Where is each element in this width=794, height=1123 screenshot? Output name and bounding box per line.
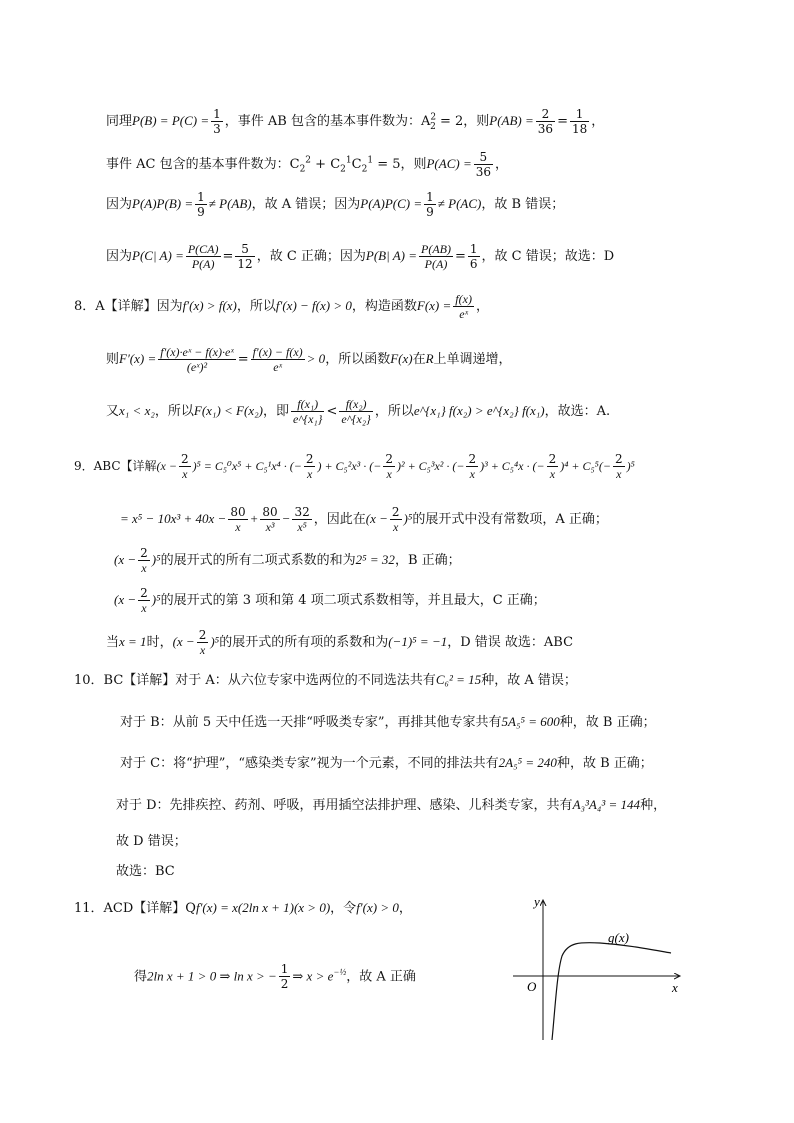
text: 因为 [106,197,133,212]
text: 在 [412,352,426,367]
p9-line3 [114,546,461,575]
denominator: x⁵ [297,520,307,534]
fraction [390,505,402,534]
denominator: x [393,520,399,534]
text: 同理 [106,114,133,129]
math: ⇒ x > e [292,968,334,984]
text: ，故 C 正确；因为 [256,249,366,264]
fraction [186,242,221,271]
text: 则 [106,352,120,367]
fraction [424,190,436,219]
text: = [237,352,249,367]
math: C [351,157,362,172]
numerator: 2 [468,452,477,466]
math: R [425,351,434,366]
math: )⁴ + C₅⁵(− [560,459,611,473]
fraction [195,190,207,219]
math: C₆² = 15 [435,672,482,687]
math: P(B| A) = [365,248,417,263]
math: f′(x) − f(x) > 0 [275,298,352,313]
numerator: 1 [197,190,205,204]
numerator: P(CA) [187,242,219,256]
p7-line3 [106,190,564,219]
math: )⁵ [210,634,220,649]
fraction [235,242,254,271]
fraction [474,150,493,179]
fraction [339,397,372,426]
function-graph [508,890,688,1050]
math: F(x₁) < F(x₂) [193,403,263,418]
text: 的展开式的所有项的系数和为 [219,635,389,650]
numerator: 2 [536,107,555,122]
numerator: 2 [140,586,148,600]
fraction [228,505,247,534]
p8-line2 [106,345,512,374]
denominator: 6 [469,257,478,271]
p10-line6: 故选：BC [116,864,175,879]
fraction [536,107,555,136]
fraction [613,452,625,481]
text: < [326,404,338,419]
math: ≠ P(AC) [437,196,482,211]
text: ，B 正确； [394,553,461,568]
numerator: f′(x)·eˣ − f(x)·eˣ [160,345,234,359]
math: (x − [172,634,195,649]
numerator: f(x₂) [339,397,372,412]
denominator: 3 [213,122,221,136]
math: F′(x) = [119,351,157,366]
fraction [138,586,150,615]
math: )⁵ [626,459,635,473]
text: ，故 C 错误；故选：D [481,249,615,264]
math: > 0 [306,351,326,366]
numerator: 1 [213,107,221,121]
text: ，事件 AB 包含的基本事件数为： [224,114,421,129]
math: )⁵ [151,552,161,567]
denominator: 9 [426,205,434,219]
p9-line2 [120,505,608,534]
p10-line3 [120,753,653,774]
text: 对于 B：从前 5 天中任选一天排“呼吸类专家”，再排其他专家共有 [120,715,502,730]
math: )⁵ [151,592,161,607]
math: e^{x₁} f(x₂) > e^{x₂} f(x₁) [413,403,545,418]
denominator: 36 [537,122,554,136]
denominator: P(A) [424,257,448,271]
denominator: eˣ [273,360,282,374]
math: (x − [114,592,137,607]
fraction [211,107,223,136]
numerator: 5 [235,242,254,257]
numerator: 80 [230,505,246,519]
denominator: x [616,467,622,481]
denominator: e^{x₂} [341,412,371,426]
text: 种，故 B 正确； [559,715,656,730]
numerator: 5 [474,150,493,165]
denominator: 36 [475,165,491,179]
fraction [292,505,311,534]
numerator: f(x) [455,292,472,306]
p9-line5 [106,628,573,657]
fraction [251,345,305,374]
math: 2ln x + 1 > 0 ⇒ ln x > − [147,968,277,984]
denominator: x [386,467,392,481]
fraction [179,452,191,481]
text: 又 [106,404,120,419]
x-axis-label: x [672,980,678,995]
fraction [547,452,559,481]
text: ，构造函数 [351,299,417,314]
p11-line1 [74,898,412,919]
math: ≠ P(AB) [208,196,252,211]
p10-line4 [116,795,666,816]
text: 的展开式的第 3 项和第 4 项二项式系数相等，并且最大，C 正确； [160,593,546,608]
text: = [454,249,466,264]
fraction [453,292,474,321]
text: ，故 B 错误； [481,197,565,212]
text: ， [475,299,489,314]
numerator: 2 [385,452,393,466]
denominator: e^{x₁} [292,412,323,426]
denominator: x [306,467,313,481]
numerator: 2 [140,546,148,560]
math: (x − [156,459,177,473]
text: ，因此在 [313,512,366,527]
y-axis-label: y [534,894,540,909]
text: 的展开式中没有常数项，A 正确； [412,512,608,527]
text: ，故 A 正确 [346,969,416,985]
text: 种，故 B 正确； [556,756,653,771]
text: ，令 [330,901,357,916]
math: x₁ < x₂ [119,403,155,418]
math: P(C| A) = [132,248,184,263]
text: 种， [640,798,667,813]
math: )³ + C₅⁴x · (− [480,459,545,473]
math: )⁵ [403,511,413,526]
text: 时， [146,635,173,650]
denominator: x [469,467,475,481]
math: f′(x) > f(x) [182,298,237,313]
math: 5A₅⁵ = 600 [501,714,560,729]
p7-line2: 事件 AC 包含的基本事件数为：$C_2^2 + C_2^1C_2^1 = 5$，则P(AC) = $\frac{5}{36}$ ， [106,150,509,179]
fraction [138,546,150,575]
fraction [291,397,324,426]
p7-line1: 同理P(B) = P(C) = $\frac{1}{3}$ ，事件 AB 包含的基本事件数为：$A^2_2 = 2$，则P(AB) = $\frac{2}{36}$ = $\frac{1}{18}$ ， [106,107,605,136]
p7-line4 [106,242,614,271]
denominator: x [141,561,147,575]
text: ，所以 [236,299,276,314]
text: ，D 错误 故选：ABC [447,635,574,650]
exponent: −½ [333,967,347,977]
p9-line4 [114,586,546,615]
fraction [383,452,395,481]
text: ，所以 [374,404,414,419]
text: 因为 [106,249,133,264]
origin-label: O [527,979,537,994]
text: 当 [106,635,120,650]
fraction [197,628,209,657]
p9-line1 [74,452,635,481]
text: ，所以 [154,404,194,419]
math: P(AB) = [489,113,534,128]
denominator: 12 [237,257,253,271]
math: F(x) = [416,298,452,313]
denominator: eˣ [459,307,468,321]
math: + [249,511,259,526]
math: P(A)P(B) = [132,196,194,211]
math: (−1)⁵ = −1 [388,634,448,649]
numerator: 1 [426,190,434,204]
text: ， [398,901,412,916]
fraction [570,107,589,136]
curve-g [552,943,671,1040]
text: 上单调递增， [433,352,512,367]
denominator: x [235,520,241,534]
text: ，故 A 错误；因为 [251,197,361,212]
text: ，故选：A. [544,404,611,419]
math: F(x) [390,351,413,366]
math: (x − [365,511,388,526]
text: 得 [134,969,148,985]
denominator: (eˣ)² [186,360,208,374]
fraction [419,242,453,271]
numerator: 2 [548,452,557,466]
text: = [222,249,234,264]
numerator: f′(x) − f(x) [252,345,303,359]
text: 事件 AC 包含的基本事件数为： [106,157,290,172]
fraction [279,962,291,991]
denominator: x [141,601,147,615]
math: f′(x) > 0 [356,900,399,915]
text: ， [591,114,605,129]
fraction [158,345,235,374]
text: = 5，则 [377,157,427,172]
text: 8．A【详解】因为 [74,299,183,314]
p10-line2 [120,712,656,733]
numerator: 2 [305,452,314,466]
numerator: P(AB) [421,242,451,256]
math: P(AC) = [426,156,472,171]
math: f′(x) = x(2ln x + 1)(x > 0) [195,900,331,915]
math: C [289,157,300,172]
text: ， [495,157,509,172]
p10-line5: 故 D 错误； [116,834,187,849]
fraction [260,505,279,534]
numerator: 2 [614,452,623,466]
numerator: 1 [570,107,589,122]
math: 2A₅⁵ = 240 [498,755,557,770]
math: P(B) = P(C) = [132,113,210,128]
fraction [304,452,316,481]
fraction [468,242,480,271]
math: − [281,511,291,526]
numerator: 2 [180,452,189,466]
math: )⁵ = C₅⁰x⁵ + C₅¹x⁴ · (− [192,459,302,473]
text: 11．ACD【详解】Q [74,901,196,916]
denominator: x³ [265,520,275,534]
fraction [466,452,478,481]
denominator: x [549,467,556,481]
numerator: 1 [469,242,478,256]
math: A [420,114,431,129]
math: = x⁵ − 10x³ + 40x − [120,511,227,526]
p8-line1 [74,292,489,321]
math: (x − [114,552,137,567]
math: P(A)P(C) = [360,196,423,211]
math: 2⁵ = 32 [355,552,395,567]
numerator: 2 [391,505,400,519]
p11-line2 [134,962,416,991]
text: 对于 C：将“护理”，“感染类专家”视为一个元素，不同的排法共有 [120,756,499,771]
p8-line3 [106,397,610,426]
denominator: 9 [197,205,205,219]
text: 的展开式的所有二项式系数的和为 [160,553,356,568]
numerator: 80 [262,505,278,519]
text: 对于 D：先排疾控、药剂、呼吸，再用插空法排护理、感染、儿科类专家，共有 [116,798,573,813]
text: = [557,114,568,129]
math: )² + C₅³x² · (− [396,459,465,473]
numerator: 2 [198,628,207,642]
text: ，即 [262,404,289,419]
text: 10．BC【详解】对于 A：从六位专家中选两位的不同选法共有 [74,673,436,688]
text: ，所以函数 [325,352,391,367]
numerator: 32 [294,505,310,519]
text: 种，故 A 错误； [481,673,577,688]
denominator: 18 [571,122,588,136]
text: 9．ABC【详解 [74,459,157,473]
p10-line1 [74,670,577,691]
curve-label: g(x) [608,930,629,945]
numerator: f(x₁) [291,397,324,412]
math: x = 1 [119,634,147,649]
math: A₃³A₄³ = 144 [572,797,641,812]
math: + C [315,157,341,172]
math: ) + C₅²x³ · (− [317,459,382,473]
denominator: P(A) [191,257,215,271]
text: = 2，则 [439,114,490,129]
numerator: 1 [280,962,289,977]
denominator: x [182,467,188,481]
denominator: 2 [280,977,289,992]
denominator: x [199,643,206,657]
